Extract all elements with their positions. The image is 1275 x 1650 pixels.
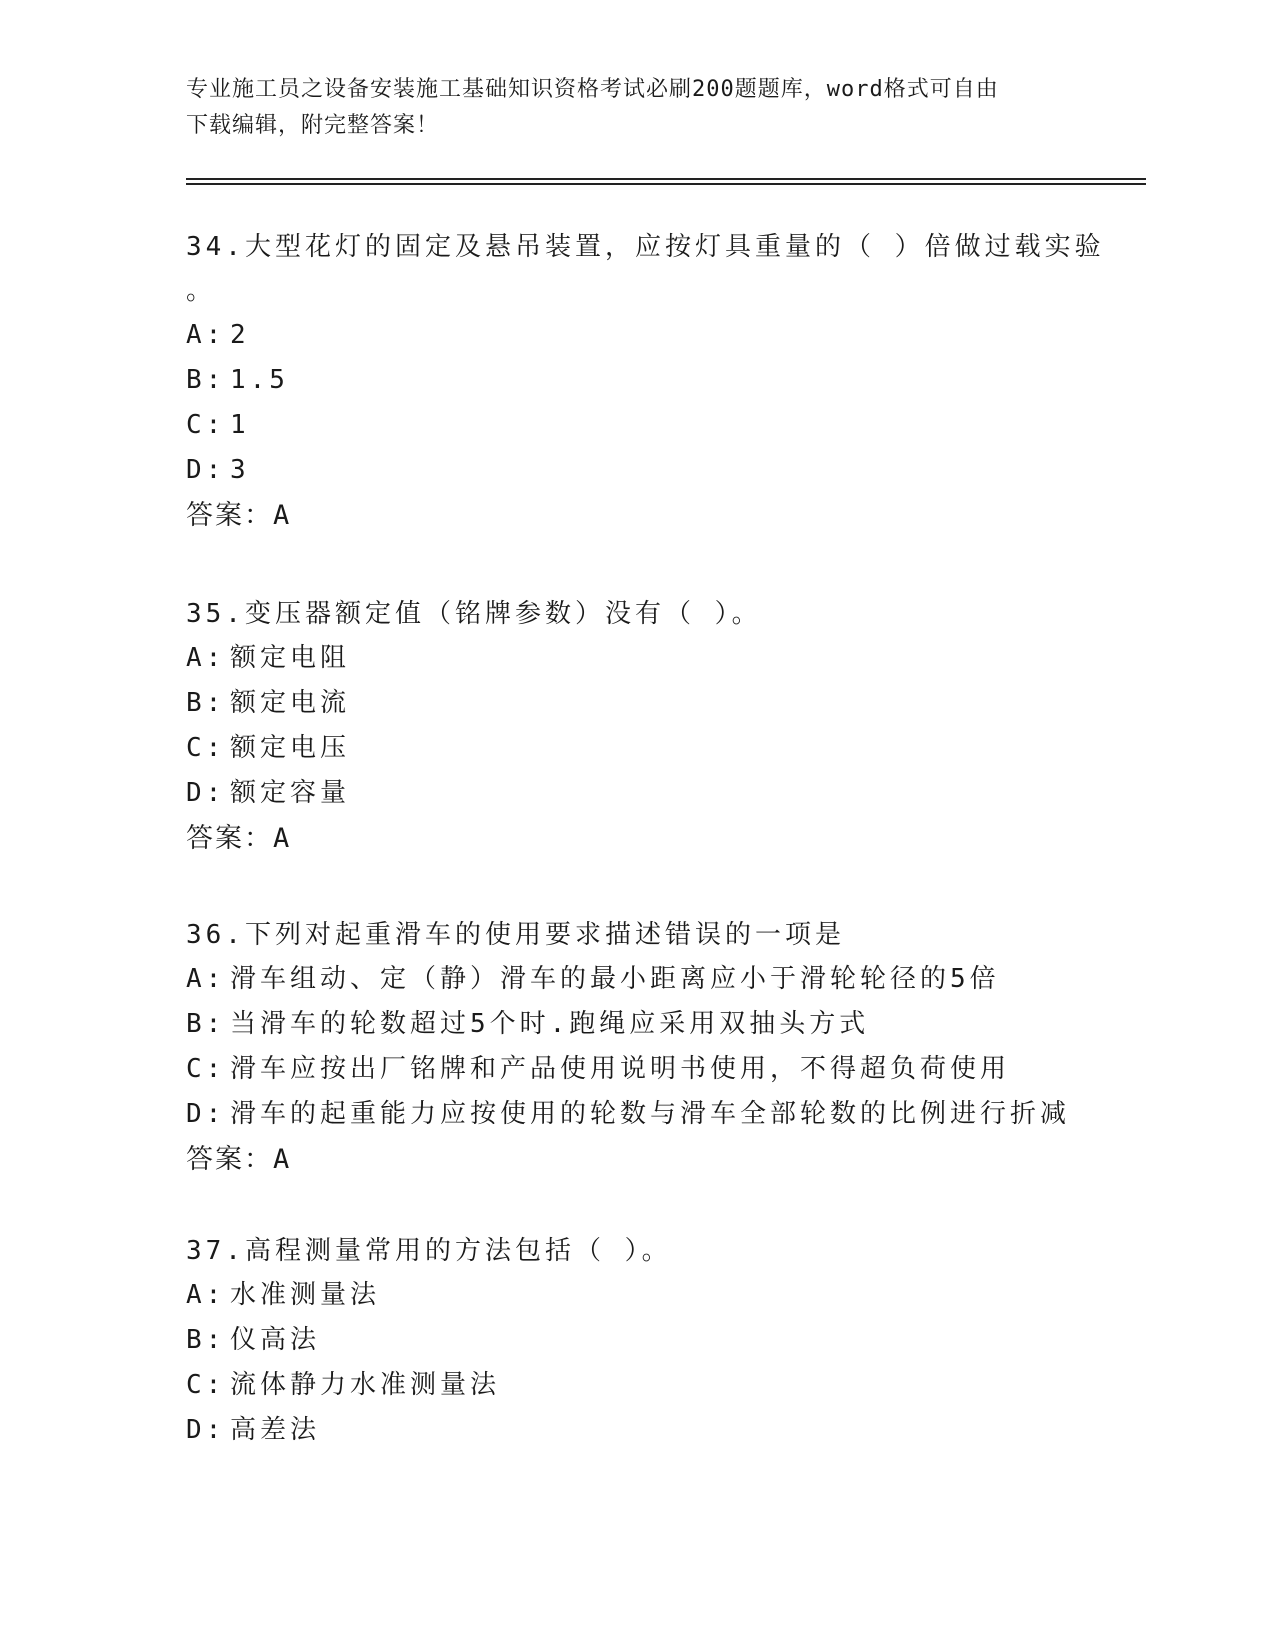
question-stem: 37.高程测量常用的方法包括（ ）。 <box>186 1236 672 1266</box>
answer-value: A <box>273 1144 292 1175</box>
answer-label: 答案： <box>186 1144 273 1175</box>
option-text: 额定容量 <box>230 778 351 808</box>
option-text: 额定电流 <box>230 688 351 718</box>
option-text: 流体静力水准测量法 <box>230 1370 501 1400</box>
option-letter: D: <box>186 455 226 485</box>
header-line-2: 下载编辑，附完整答案！ <box>186 113 440 138</box>
option-c <box>186 726 1106 771</box>
option-d <box>186 448 1106 493</box>
option-letter: A: <box>186 964 226 994</box>
question-stem: 36.下列对起重滑车的使用要求描述错误的一项是 <box>186 920 845 950</box>
document-header <box>186 72 1086 144</box>
option-letter: C: <box>186 733 226 763</box>
option-text: 1.5 <box>230 365 289 395</box>
option-letter: D: <box>186 1415 226 1445</box>
option-b <box>186 681 1106 726</box>
option-text: 滑车的起重能力应按使用的轮数与滑车全部轮数的比例进行折减 <box>230 1099 1071 1129</box>
option-letter: B: <box>186 1325 226 1355</box>
option-letter: B: <box>186 688 226 718</box>
option-letter: A: <box>186 643 226 673</box>
header-line-1: 专业施工员之设备安装施工基础知识资格考试必刷200题题库，word格式可自由 <box>186 77 999 102</box>
question-34 <box>186 225 1106 539</box>
option-letter: A: <box>186 320 226 350</box>
question-stem-tail: 。 <box>186 276 217 306</box>
header-divider-top <box>186 178 1146 180</box>
option-text: 高差法 <box>230 1415 321 1445</box>
option-text: 滑车应按出厂铭牌和产品使用说明书使用，不得超负荷使用 <box>230 1054 1011 1084</box>
answer-line <box>186 816 1106 862</box>
option-a <box>186 313 1106 358</box>
answer-value: A <box>273 500 292 531</box>
option-letter: D: <box>186 778 226 808</box>
option-text: 3 <box>230 455 250 485</box>
option-text: 滑车组动、定（静）滑车的最小距离应小于滑轮轮径的5倍 <box>230 964 1000 994</box>
option-letter: C: <box>186 410 226 440</box>
option-c <box>186 1047 1106 1092</box>
header-divider-bottom <box>186 183 1146 185</box>
option-text: 水准测量法 <box>230 1280 381 1310</box>
option-c <box>186 403 1106 448</box>
answer-value: A <box>273 823 292 854</box>
answer-label: 答案： <box>186 823 273 854</box>
option-letter: B: <box>186 365 226 395</box>
question-stem: 34.大型花灯的固定及悬吊装置，应按灯具重量的（ ）倍做过载实验 <box>186 232 1105 262</box>
option-text: 当滑车的轮数超过5个时.跑绳应采用双抽头方式 <box>230 1009 870 1039</box>
question-36 <box>186 913 1106 1183</box>
option-letter: C: <box>186 1370 226 1400</box>
option-text: 额定电阻 <box>230 643 351 673</box>
option-d <box>186 771 1106 816</box>
option-letter: A: <box>186 1280 226 1310</box>
option-letter: D: <box>186 1099 226 1129</box>
option-text: 2 <box>230 320 250 350</box>
option-b <box>186 1002 1106 1047</box>
option-letter: C: <box>186 1054 226 1084</box>
option-a <box>186 957 1106 1002</box>
option-d <box>186 1092 1106 1137</box>
question-37 <box>186 1229 1106 1453</box>
answer-line <box>186 493 1106 539</box>
option-b <box>186 358 1106 403</box>
question-stem: 35.变压器额定值（铭牌参数）没有（ ）。 <box>186 599 762 629</box>
option-text: 仪高法 <box>230 1325 321 1355</box>
option-d <box>186 1408 1106 1453</box>
option-a <box>186 636 1106 681</box>
option-text: 1 <box>230 410 250 440</box>
question-35 <box>186 592 1106 862</box>
option-c <box>186 1363 1106 1408</box>
option-text: 额定电压 <box>230 733 351 763</box>
answer-label: 答案： <box>186 500 273 531</box>
option-a <box>186 1273 1106 1318</box>
option-letter: B: <box>186 1009 226 1039</box>
option-b <box>186 1318 1106 1363</box>
answer-line <box>186 1137 1106 1183</box>
